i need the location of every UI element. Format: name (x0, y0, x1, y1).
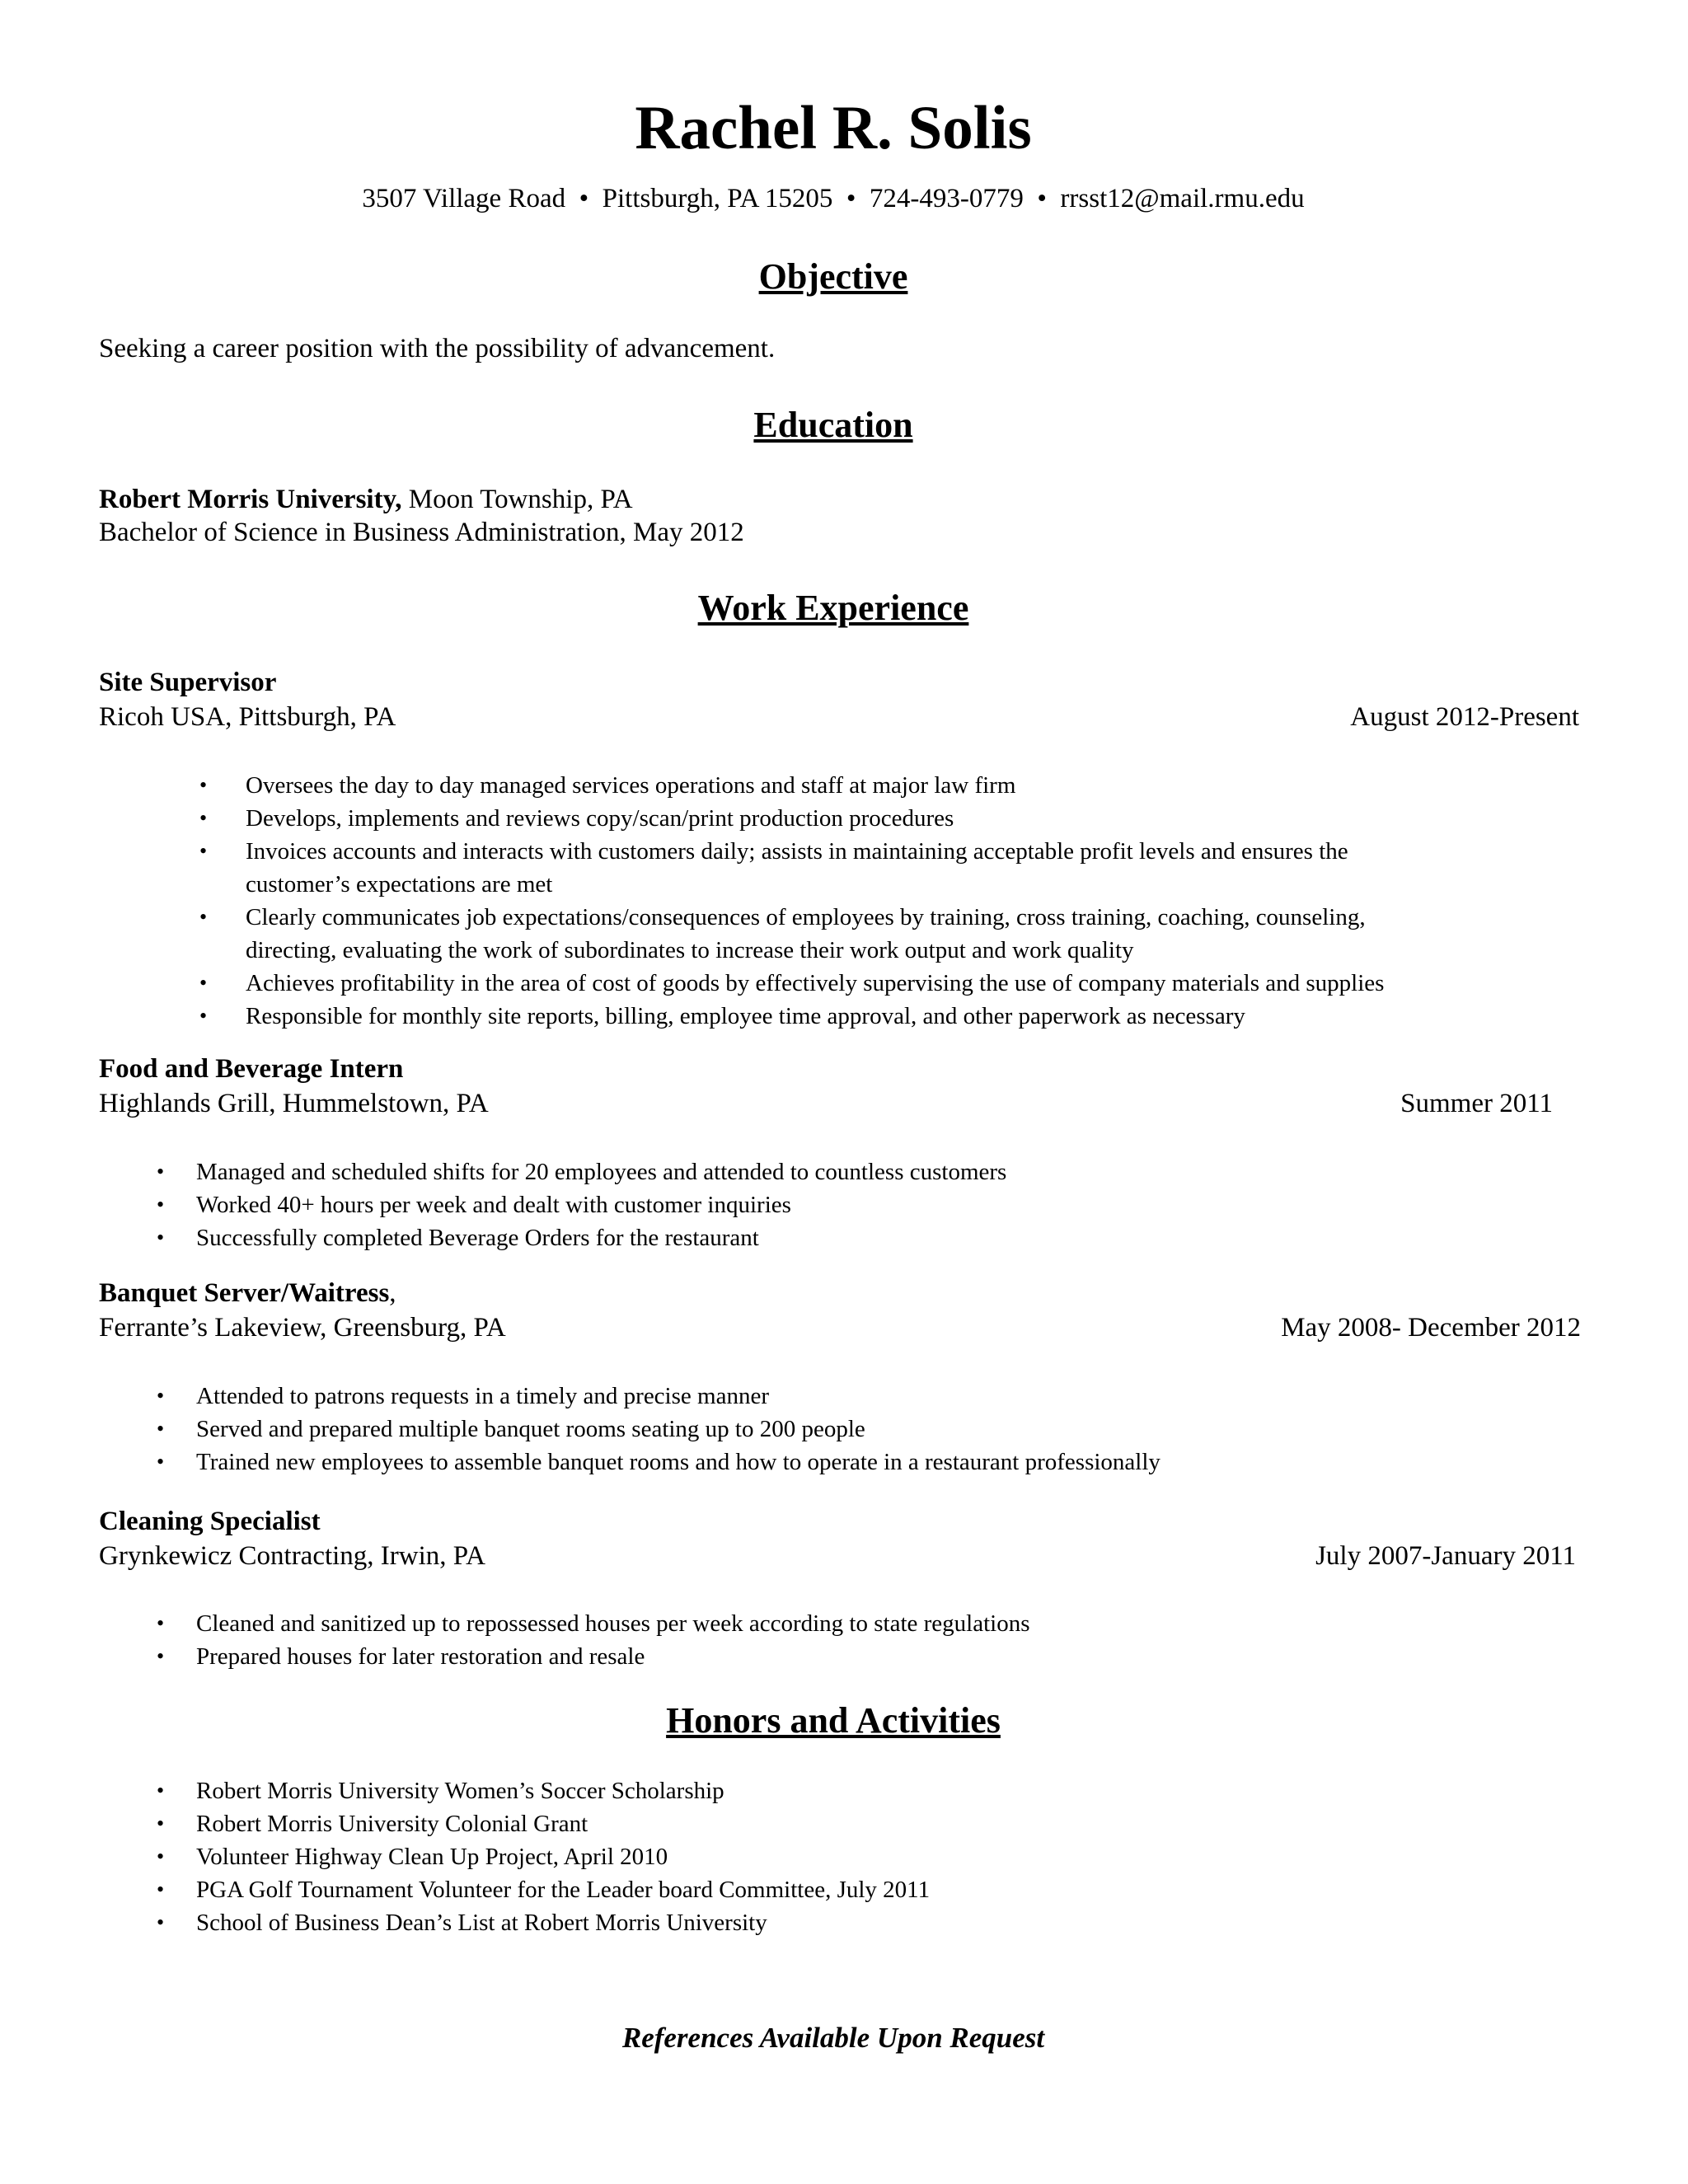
bullet-continuation: customer’s expectations are met (246, 871, 553, 898)
education-degree: Bachelor of Science in Business Administration, May 2012 (99, 518, 744, 547)
education-location: Moon Township, PA (401, 485, 633, 514)
job-company: Grynkewicz Contracting, Irwin, PA (99, 1541, 485, 1571)
bullet-item: • Worked 40+ hours per week and dealt with customer inquiries (157, 1192, 791, 1218)
job-bullets (157, 1607, 1030, 1673)
honors-item: • PGA Golf Tournament Volunteer for the Leader board Committee, July 2011 (157, 1877, 931, 1903)
contact-line: 3507 Village Road • Pittsburgh, PA 15205 • 724-493-0779 • rrsst12@mail.rmu.edu (362, 184, 1305, 213)
bullet-item: • Managed and scheduled shifts for 20 employees and attended to countless customers (157, 1159, 1007, 1185)
job-title: Banquet Server/Waitress, (99, 1278, 396, 1308)
bullet-item: • Oversees the day to day managed services operations and staff at major law firm (199, 772, 1016, 799)
bullet-item: • Prepared houses for later restoration and resale (157, 1643, 645, 1670)
job-bullets (157, 1380, 1160, 1479)
honors-heading: Honors and Activities (666, 1700, 1001, 1741)
bullet-item: • Clearly communicates job expectations/consequences of employees by training, cross training, coaching, counseling, (199, 904, 1366, 930)
references-note: References Available Upon Request (621, 2022, 1045, 2054)
bullet-item: • Trained new employees to assemble banquet rooms and how to operate in a restaurant professionally (157, 1449, 1160, 1475)
job-title: Food and Beverage Intern (99, 1054, 404, 1084)
job-bullets (199, 769, 1385, 1033)
bullet-item: • Responsible for monthly site reports, billing, employee time approval, and other paperwork as necessary (199, 1003, 1245, 1029)
honors-item: • Robert Morris University Colonial Grant (157, 1811, 588, 1837)
job-company: Highlands Grill, Hummelstown, PA (99, 1089, 489, 1118)
honors-item: • Robert Morris University Women’s Soccer Scholarship (157, 1778, 724, 1804)
education-school-line (99, 484, 633, 517)
bullet-item: • Served and prepared multiple banquet rooms seating up to 200 people (157, 1416, 865, 1442)
job-title: Cleaning Specialist (99, 1507, 321, 1536)
job-dates: Summer 2011 (1400, 1089, 1553, 1118)
job-company: Ferrante’s Lakeview, Greensburg, PA (99, 1313, 506, 1343)
bullet-item: • Invoices accounts and interacts with customers daily; assists in maintaining acceptable profit levels and ensures the (199, 838, 1348, 865)
bullet-item: • Achieves profitability in the area of cost of goods by effectively supervising the use of company materials and supplies (199, 970, 1385, 996)
education-school: Robert Morris University, (99, 485, 402, 514)
objective-heading: Objective (758, 256, 908, 297)
bullet-item: • Attended to patrons requests in a timely and precise manner (157, 1383, 769, 1409)
job-dates: July 2007-January 2011 (1315, 1541, 1576, 1571)
bullet-item: • Develops, implements and reviews copy/scan/print production procedures (199, 805, 954, 832)
bullet-item: • Cleaned and sanitized up to repossessed houses per week according to state regulations (157, 1610, 1030, 1637)
honors-list (157, 1774, 931, 1939)
job-dates: August 2012-Present (1350, 702, 1579, 732)
job-bullets (157, 1155, 1007, 1254)
job-title: Site Supervisor (99, 668, 277, 697)
job-dates: May 2008- December 2012 (1281, 1313, 1581, 1343)
bullet-item: • Successfully completed Beverage Orders for the restaurant (157, 1225, 759, 1251)
education-heading: Education (753, 405, 913, 445)
honors-item: • School of Business Dean’s List at Robert Morris University (157, 1910, 767, 1936)
resume-name: Rachel R. Solis (635, 94, 1032, 162)
bullet-continuation: directing, evaluating the work of subordinates to increase their work output and work quality (246, 937, 1134, 963)
work-experience-heading: Work Experience (697, 588, 969, 628)
honors-item: • Volunteer Highway Clean Up Project, April 2010 (157, 1844, 668, 1870)
objective-text: Seeking a career position with the possibility of advancement. (99, 334, 776, 363)
job-company: Ricoh USA, Pittsburgh, PA (99, 702, 396, 732)
